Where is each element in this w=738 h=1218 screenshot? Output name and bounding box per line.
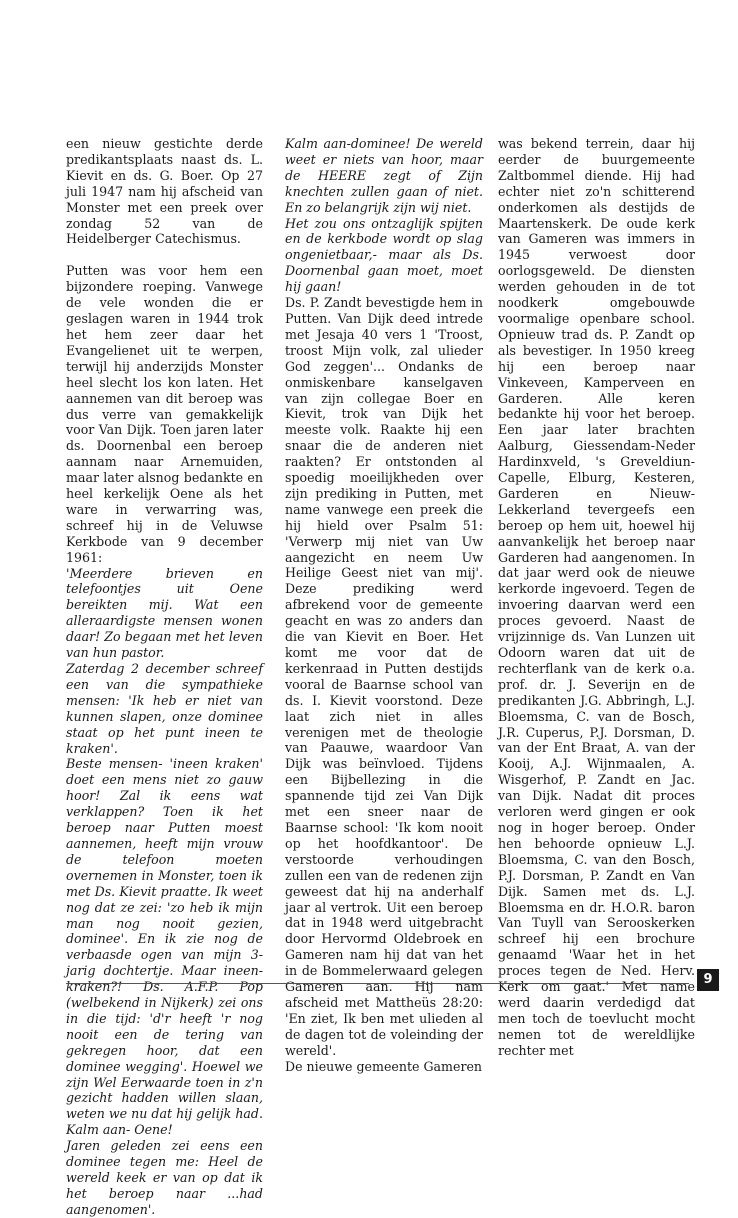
text-column-2 [285,136,483,1074]
quote-paragraph: Jaren geleden zei eens een dominee tegen me: Heel de wereld keek er van op dat ik het beroep naar ...had aangenomen'. [66,1138,263,1217]
page-number: 9 [697,969,719,991]
text-column-1 [66,136,263,1218]
quote-paragraph: Zaterdag 2 december schreef een van die sympathieke mensen: 'Ik heb er niet van kunnen slapen, onze dominee staat op het punt ineen te kraken'. [66,661,263,756]
footer-rule [66,983,689,984]
paragraph: Putten was voor hem een bijzondere roeping. Vanwege de vele wonden die er geslagen waren in 1944 trok het hem zeer daar het Evangelienet uit te werpen, terwijl hij anderzijds Monster heel slecht los kon laten. Het aannemen van dit beroep was dus verre van gemakkelijk voor Van Dijk. Toen jaren later ds. Doornenbal een beroep aannam naar Arnemuiden, maar later alsnog bedankte en heel kerkelijk Oene als het ware in verwarring was, schreef hij in de Veluwse Kerkbode van 9 december 1961: [66,263,263,565]
paragraph: De nieuwe gemeente Gameren [285,1058,483,1074]
text-column-3 [498,136,695,1059]
paragraph: Ds. P. Zandt bevestigde hem in Putten. Van Dijk deed intrede met Jesaja 40 vers 1 'Troost, troost Mijn volk, zal ulieder God zeggen'... Ondanks de onmiskenbare kanselgaven van zijn collegae Boer en Kievit, trok van Dijk het meeste volk. Raakte hij een snaar die de anderen niet raakten? Er ontstonden al spoedig moeilijkheden over zijn prediking in Putten, met name vanwege een preek die hij hield over Psalm 51: 'Verwerp mij niet van Uw aangezicht en neem Uw Heilige Geest niet van mij'. Deze prediking werd afbrekend voor de gemeente geacht en was zo anders dan die van Kievit en Boer. Het komt me voor dat de kerkenraad in Putten destijds vooral de Baarnse school van ds. I. Kievit voorstond. Deze laat zich niet in alles verenigen met de theologie van Paauwe, waardoor Van Dijk was beïnvloed. Tijdens een Bijbellezing in die spannende tijd zei Van Dijk met een sneer naar de Baarnse school: 'Ik kom nooit op het hoofdkantoor'. De verstoorde verhoudingen zullen een van de redenen zijn geweest dat hij na anderhalf jaar al vertrok. Uit een beroep dat in 1948 werd uitgebracht door Hervormd Oldebroek en Gameren nam hij dat van het in de Bommelerwaard gelegen Gameren aan. Hij nam afscheid met Mattheüs 28:20: 'En ziet, Ik ben met ulieden al de dagen tot de voleinding der wereld'. [285,295,483,1058]
paragraph: een nieuw gestichte derde predikantsplaats naast ds. L. Kievit en ds. G. Boer. Op 27 juli 1947 nam hij afscheid van Monster met een preek over zondag 52 van de Heidelberger Catechismus. [66,136,263,247]
quote-paragraph: Beste mensen- 'ineen kraken' doet een mens niet zo gauw hoor! Zal ik eens wat verklappen? Toen ik het beroep naar Putten moest aannemen, heeft mijn vrouw de telefoon moeten overnemen in Monster, toen ik met Ds. Kievit praatte. Ik weet nog dat ze zei: 'zo heb ik mijn man nog nooit gezien, dominee'. En ik zie nog de verbaasde ogen van mijn 3-jarig dochtertje. Maar ineen-kraken?! Ds. A.F.P. Pop (welbekend in Nijkerk) zei ons in die tijd: 'd'r heeft 'r nog nooit een de tering van gekregen hoor, dat een dominee wegging'. Hoewel we zijn Wel Eerwaarde toen in z'n gezicht hadden willen slaan, weten we nu dat hij gelijk had. Kalm aan- Oene! [66,756,263,1138]
quote-paragraph: Het zou ons ontzaglijk spijten en de kerkbode wordt op slag ongenietbaar,- maar als Ds. Doornenbal gaan moet, moet hij gaan! [285,215,483,295]
paragraph: was bekend terrein, daar hij eerder de buurgemeente Zaltbommel diende. Hij had echter niet zo'n schitterend onderkomen als destijds de Maartenskerk. De oude kerk van Gameren was immers in 1945 verwoest door oorlogsgeweld. De diensten werden gehouden in de tot noodkerk omgebouwde voormalige openbare school. Opnieuw trad ds. P. Zandt op als bevestiger. In 1950 kreeg hij een beroep naar Vinkeveen, Kamperveen en Garderen. Alle keren bedankte hij voor het beroep. Een jaar later brachten Aalburg, Giessendam-Neder Hardinxveld, 's Greveldiun-Capelle, Elburg, Kesteren, Garderen en Nieuw-Lekkerland tevergeefs een beroep op hem uit, hoewel hij aanvankelijk het beroep naar Garderen had aangenomen. In dat jaar werd ook de nieuwe kerkorde ingevoerd. Tegen de invoering daarvan werd een proces gevoerd. Naast de vrijzinnige ds. Van Lunzen uit Odoorn waren dat uit de rechterflank van de kerk o.a. prof. dr. J. Severijn en de predikanten J.G. Abbringh, L.J. Bloemsma, C. van de Bosch, J.R. Cuperus, P.J. Dorsman, D. van der Ent Braat, A. van der Kooij, A.J. Wijnmaalen, A. Wisgerhof, P. Zandt en Jac. van Dijk. Nadat dit proces verloren werd gingen er ook nog in hoger beroep. Onder hen behoorde opnieuw L.J. Bloemsma, C. van den Bosch, P.J. Dorsman, P. Zandt en Van Dijk. Samen met ds. L.J. Bloemsma en dr. H.O.R. baron Van Tuyll van Serooskerken schreef hij een brochure genaamd 'Waar het in het proces tegen de Ned. Herv. Kerk om gaat.' Met name werd daarin verdedigd dat men toch de toevlucht mocht nemen tot de wereldlijke rechter met [498,136,695,1058]
quote-paragraph: 'Meerdere brieven en telefoontjes uit Oene bereikten mij. Wat een alleraardigste mensen wonen daar! Zo begaan met het leven van hun pastor. [66,565,263,661]
quote-paragraph: Kalm aan-dominee! De wereld weet er niets van hoor, maar de HEERE zegt of Zijn knechten zullen gaan of niet. En zo belangrijk zijn wij niet. [285,136,483,215]
